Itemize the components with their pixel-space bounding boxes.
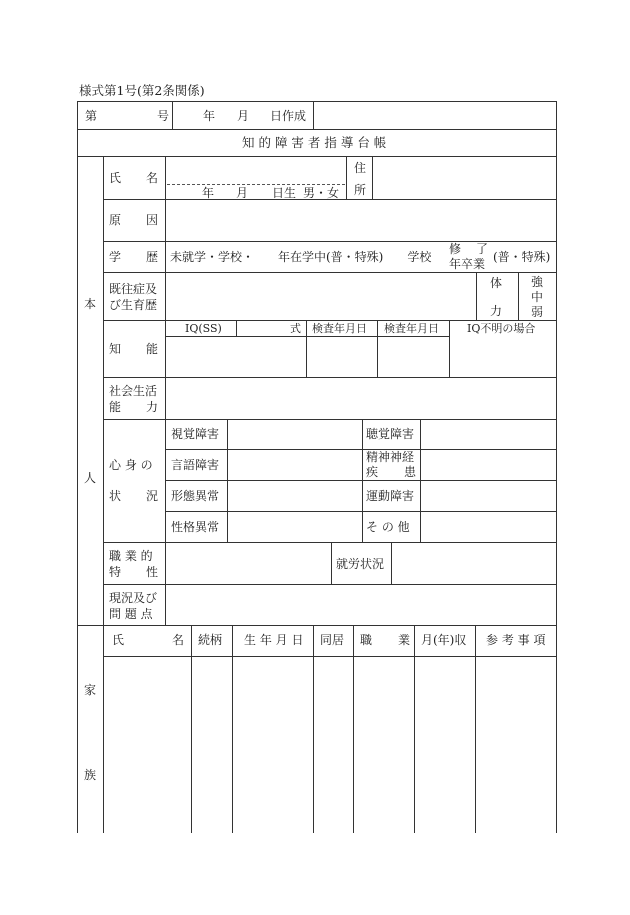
education-school-type: (普・特殊) [493,250,551,264]
family-col-shi: 氏 [112,633,125,647]
label-social-2b: 力 [146,400,159,414]
label-visual: 視覚障害 [171,427,220,441]
label-weak: 弱 [531,305,544,319]
family-col-notes: 参 考 事 項 [486,633,546,647]
label-current-2: 問 題 点 [109,607,153,621]
section-label-nin: 人 [84,471,97,485]
label-medium: 中 [531,290,544,304]
label-vocational-2a: 特 [109,565,122,579]
label-address-sho: 所 [354,183,367,197]
label-hearing: 聴覚障害 [366,427,415,441]
label-created-day: 日作成 [270,109,307,123]
label-history-2: び生育歴 [109,298,158,312]
label-strong: 強 [531,275,544,289]
label-test-date-1: 検査年月日 [312,322,367,335]
label-mental-2a: 疾 [366,465,379,479]
label-condition-2b: 況 [146,489,159,503]
label-dai: 第 [85,109,98,123]
label-edu-gaku: 学 [109,250,122,264]
label-name-shi: 氏 [109,171,122,185]
label-stamina-ryoku: 力 [490,304,503,318]
label-history-1: 既往症及 [109,282,158,296]
label-birth-year: 年 [202,186,215,200]
label-condition-1: 心 身 の [109,458,153,472]
label-motor: 運動障害 [366,489,415,503]
section-label-zoku: 族 [84,768,97,782]
label-test-type: 式 [290,322,301,335]
label-month: 月 [237,109,250,123]
family-col-birthdate: 生 年 月 日 [244,633,304,647]
label-mental-1: 精神神経 [366,450,415,464]
label-vocational-2b: 性 [146,565,159,579]
label-intel-chi: 知 [109,342,122,356]
label-employment: 就労状況 [336,557,385,571]
label-birth-day: 日生 [272,186,297,200]
label-condition-2a: 状 [109,489,122,503]
label-shu: 修 [449,242,462,256]
section-label-ka: 家 [84,683,97,697]
label-edu-reki: 歴 [146,250,159,264]
label-speech: 言語障害 [171,458,220,472]
label-name-mei: 名 [146,171,159,185]
label-personality: 性格異常 [171,520,220,534]
label-iq-unknown: IQ不明の場合 [467,322,536,335]
family-col-income: 月(年)収 [421,633,467,647]
label-iq: IQ(SS) [185,322,222,335]
label-sex: 男・女 [303,186,340,200]
border-top [77,101,557,102]
family-col-mei: 名 [172,633,185,647]
label-cause-in: 因 [146,213,159,227]
label-graduated: 年卒業 [449,257,486,271]
page-title: 知 的 障 害 者 指 導 台 帳 [242,135,387,150]
label-ryo: 了 [476,242,489,256]
family-col-gyo: 業 [398,633,411,647]
education-options: 未就学・学校・ 年在学中(普・特殊) 学校 [170,250,432,264]
label-go: 号 [157,109,170,123]
label-other: そ の 他 [366,520,410,534]
label-cause-gen: 原 [109,213,122,227]
family-col-relation: 続柄 [198,633,223,647]
label-social-2a: 能 [109,400,122,414]
label-form: 形態異常 [171,489,220,503]
label-intel-no: 能 [146,342,159,356]
label-birth-month: 月 [236,186,249,200]
form-reference: 様式第1号(第2条関係) [79,83,205,98]
family-col-cohabit: 同居 [320,633,345,647]
label-social-1: 社会生活 [109,384,158,398]
label-current-1: 現況及び [109,591,158,605]
section-label-hon: 本 [84,297,97,311]
label-address-ju: 住 [354,161,367,175]
label-test-date-2: 検査年月日 [384,322,439,335]
label-year: 年 [203,109,216,123]
label-mental-2b: 患 [404,465,417,479]
label-stamina-tai: 体 [490,276,503,290]
family-col-shoku: 職 [360,633,373,647]
label-vocational-1: 職 業 的 [109,549,153,563]
